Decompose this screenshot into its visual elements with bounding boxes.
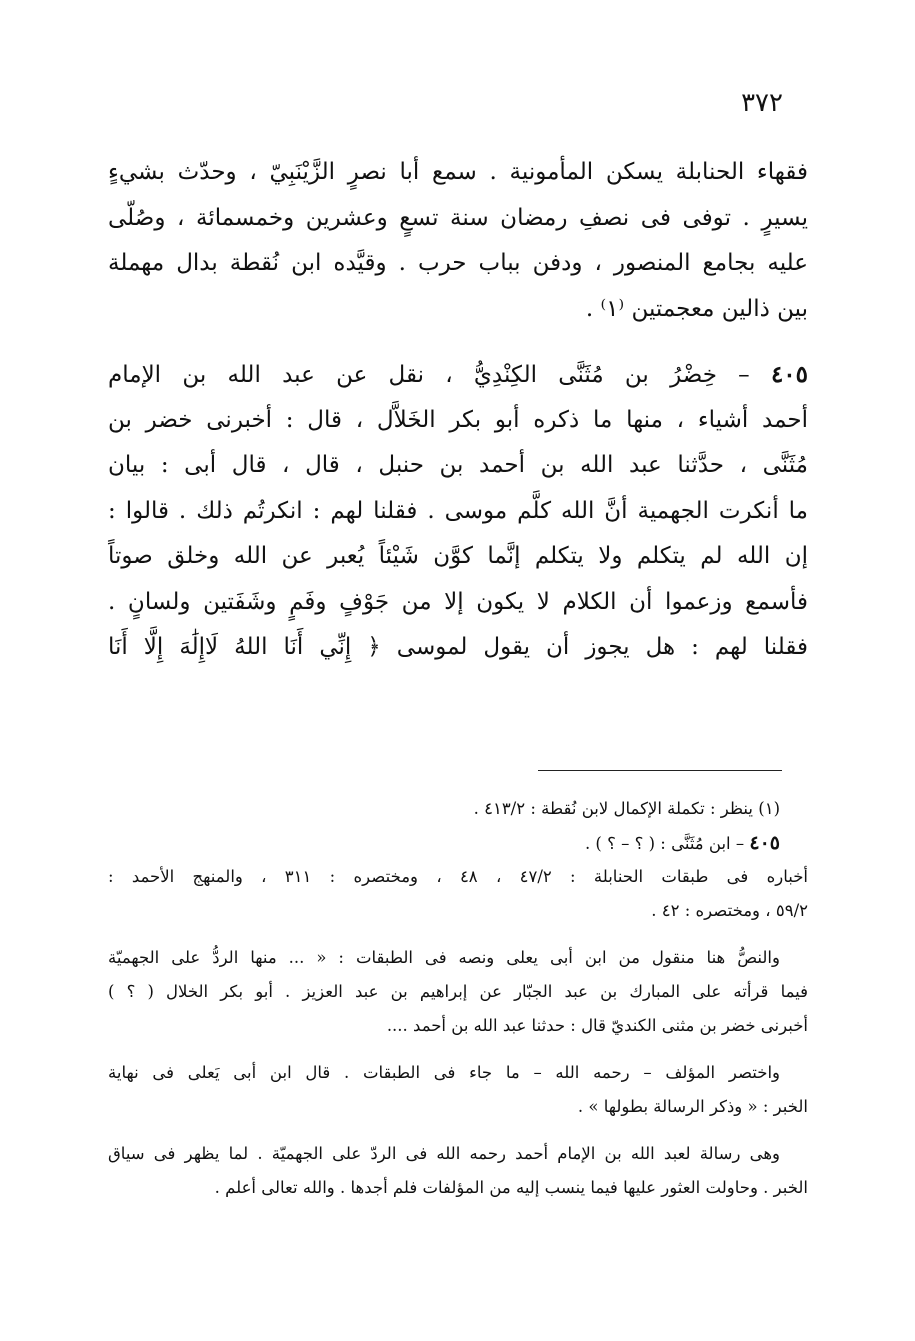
text-line: عليه بجامع المنصور ، ودفن بباب حرب . وقيَّده ابن نُقطة بدال مهملة (108, 250, 808, 276)
text-line: فقلنا لهم : هل يجوز أن يقول لموسى ﴿ إِنِّي أَنَا اللهُ لَاإِلَٰهَ إِلَّا أَنَا (108, 634, 808, 660)
text-line: مُثَنَّى ، حدَّثنا عبد الله بن أحمد بن حنبل ، قال ، قال أبى : بيان (108, 452, 808, 478)
text-line: فقهاء الحنابلة يسكن المأمونية . سمع أبا نصرٍ الزَّيْنَبِيّ ، وحدّث بشيءٍ (108, 159, 808, 185)
footnote-gap (108, 1043, 808, 1056)
footnote-line: ٥٩/٢ ، ومختصره : ٤٢ . (651, 901, 808, 920)
text-line: ما أنكرت الجهمية أنَّ الله كلَّم موسى . فقلنا لهم : انكرتُم ذلك . قالوا : (108, 497, 808, 524)
text-line: إن الله لم يتكلم ولا يتكلم إنَّما كوَّن شَيْئاً يُعبر عن الله وخلق صوتاً (108, 543, 808, 569)
entry-first-line: – خِضْرُ بن مُثَنَّى الكِنْدِيُّ ، نقل عن عبد الله بن الإمام (108, 362, 750, 388)
footnote-gap (108, 1124, 808, 1137)
page-number: ٣٧٢ (741, 88, 783, 118)
footnote-405-number: ٤٠٥ (749, 832, 780, 854)
footnote-gap (108, 928, 808, 941)
footnote-line: الخبر . وحاولت العثور عليها فيما ينسب إليه من المؤلفات فلم أجدها . والله تعالى أعلم . (214, 1178, 808, 1197)
footnote-line: فيما قرأته على المبارك بن عبد الجبّار عن إبراهيم بن عبد العزيز . أبو بكر الخلال ( ؟ ) (108, 982, 808, 1001)
footnote-line: واختصر المؤلف – رحمه الله – ما جاء فى الطبقات . قال ابن أبى يَعلى فى نهاية (108, 1063, 780, 1082)
footnote-divider (538, 770, 782, 771)
entry-number: ٤٠٥ (770, 361, 808, 388)
paragraph-gap (108, 332, 808, 352)
footnote-line: أخبرنى خضر بن مثنى الكنديّ قال : حدثنا عبد الله بن أحمد .... (386, 1016, 808, 1035)
footnote-line: الخبر : « وذكر الرسالة بطولها » . (577, 1097, 808, 1116)
footnote-line: والنصُّ هنا منقول من ابن أبى يعلى ونصه فى الطبقات : « ... منها الردُّ على الجهميّة (108, 948, 780, 967)
footnote-405-text: – ابن مُثَنَّى : ( ؟ – ؟ ) . (584, 834, 745, 853)
text-line: أحمد أشياء ، منها ما ذكره أبو بكر الخَلاَّل ، قال : أخبرنى خضر بن (108, 406, 808, 433)
footnote-line: وهى رسالة لعبد الله بن الإمام أحمد رحمه الله فى الردّ على الجهميّة . لما يظهر فى سياق (108, 1144, 780, 1163)
footnote-405 (108, 826, 808, 860)
entry-heading-line (108, 352, 808, 398)
footnote-line: أخباره فى طبقات الحنابلة : ٤٧/٢ ، ٤٨ ، ومختصره : ٣١١ ، والمنهج الأحمد : (108, 867, 808, 886)
text-line: بين ذالين معجمتين ⁽١⁾ . (585, 295, 808, 322)
text-line: يسيرٍ . توفى فى نصفِ رمضان سنة تسعٍ وعشرين وخمسمائة ، وصُلّى (108, 204, 808, 231)
text-line: فأسمع وزعموا أن الكلام لا يكون إلا من جَوْفٍ وفَمٍ وشَفَتين ولسانٍ . (108, 588, 808, 615)
footnotes (108, 792, 808, 1205)
footnote-1: (١) ينظر : تكملة الإكمال لابن نُقطة : ٤١٣/٢ . (473, 799, 780, 818)
main-text (108, 150, 808, 671)
